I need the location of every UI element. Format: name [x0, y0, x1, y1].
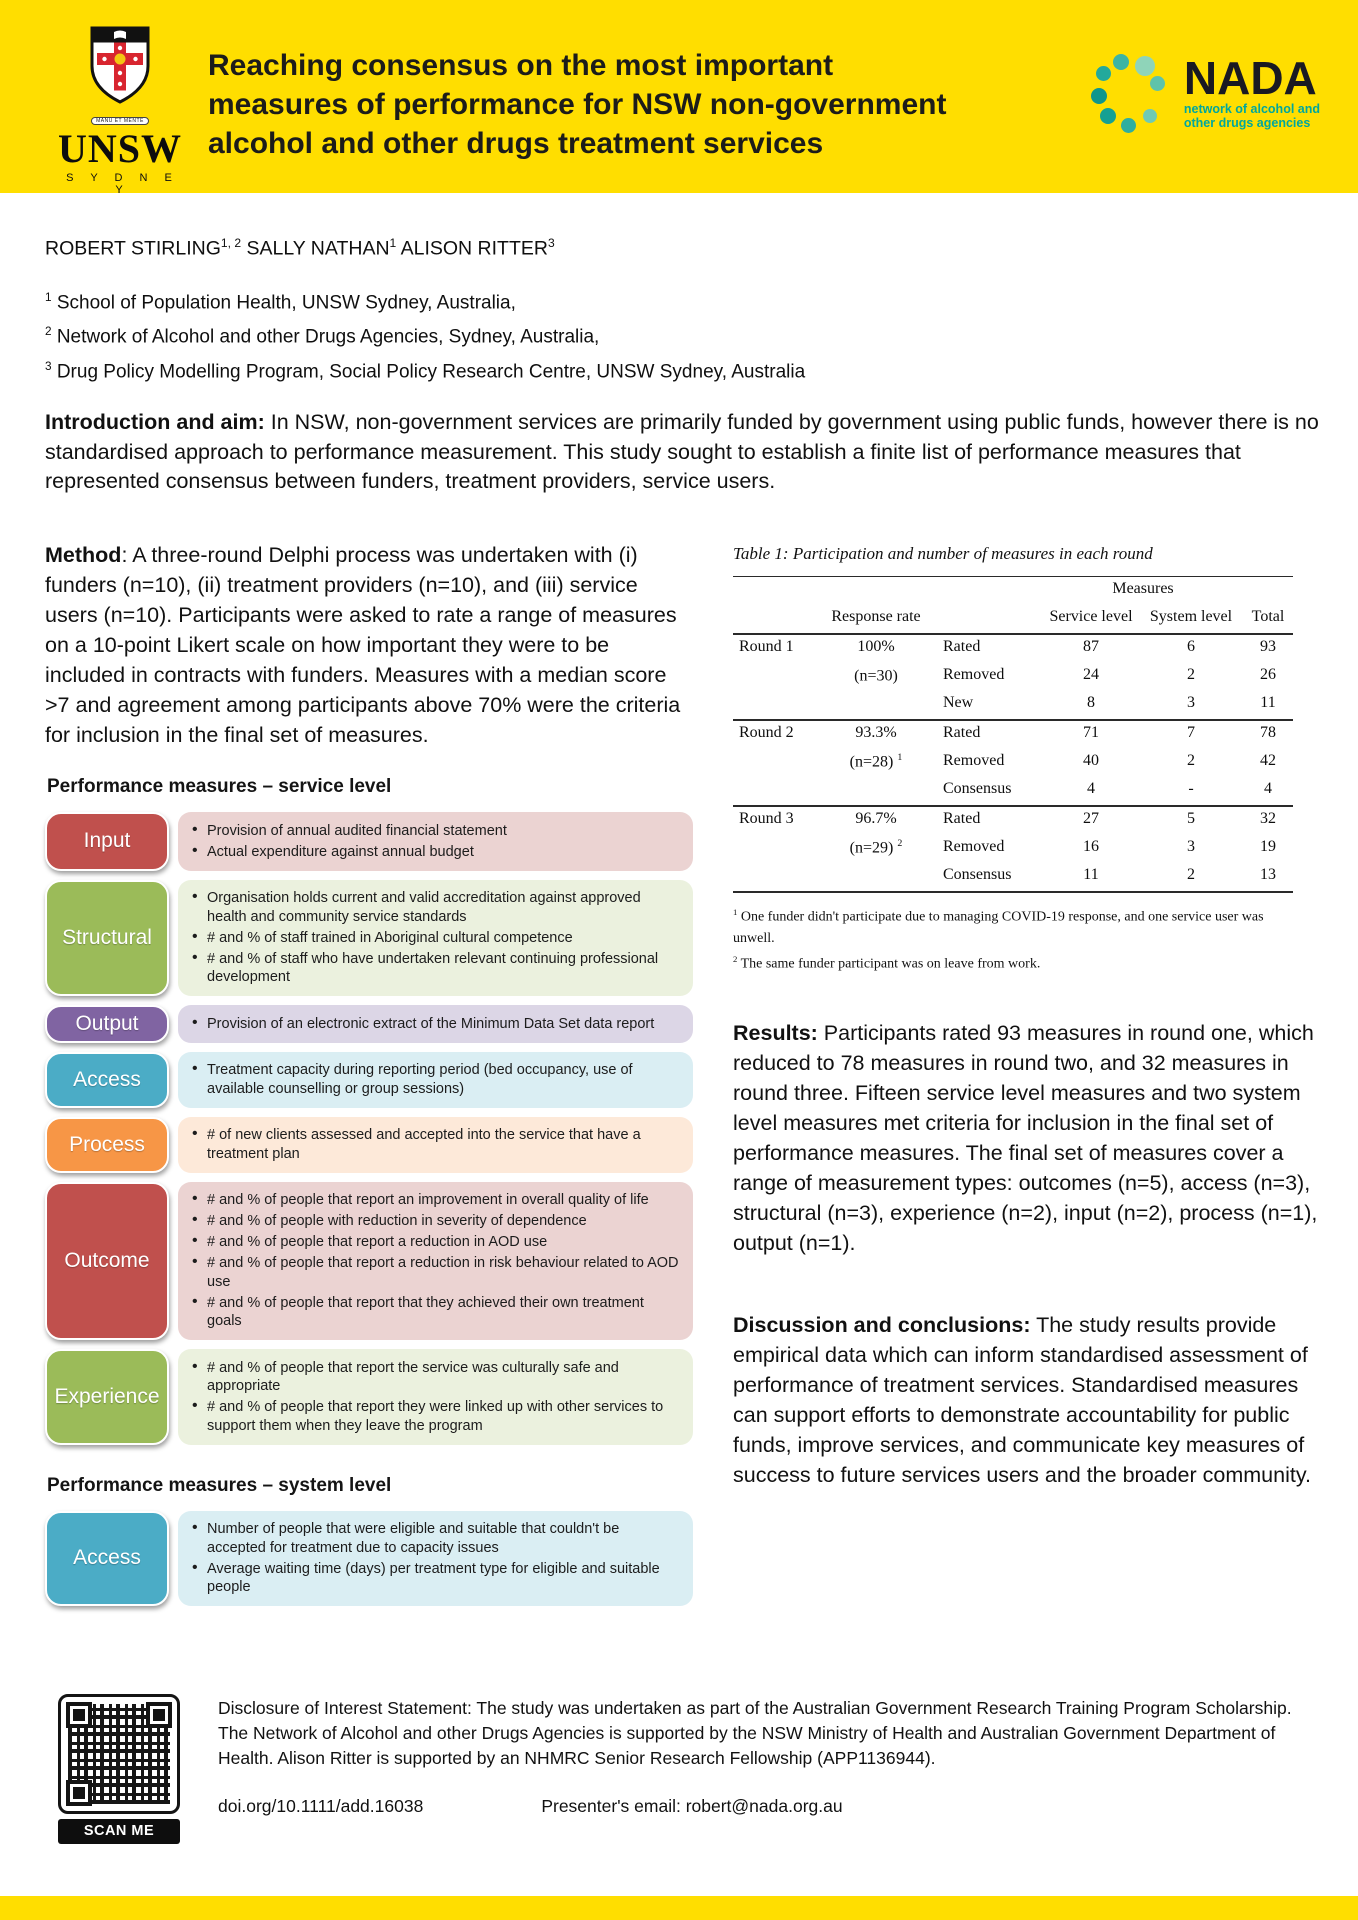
table-caption: Table 1: Participation and number of measures in each round	[733, 544, 1153, 563]
col-header-response-rate: Response rate	[815, 605, 937, 634]
disclosure-text: Disclosure of Interest Statement: The study was undertaken as part of the Australian Government Research Training Program Scholarship. The Network of Alcohol and other Drugs Agencies is supported by the NSW Ministry of Health and Australian Government Department of Health. Alison Ritter is supported by an NHMRC Senior Research Fellowship (APP1136944).	[218, 1698, 1292, 1768]
footer	[58, 1694, 1308, 1844]
qr-code	[58, 1694, 180, 1844]
doi-text: doi.org/10.1111/add.16038	[218, 1796, 424, 1816]
category-row-input	[45, 812, 693, 871]
affiliations	[45, 283, 805, 386]
author-2-superscript: 1	[389, 236, 397, 250]
table-row: Round 1 100% Rated 87 6 93	[739, 638, 1276, 655]
category-label-access-system: Access	[45, 1511, 169, 1607]
affiliation-line-1: $^1$ School of Population Health, UNSW Sydney, Australia,	[45, 291, 516, 314]
table-row: (n=30) Removed 24 2 26	[854, 666, 1276, 685]
unsw-motto: MANU ET MENTE	[91, 117, 149, 125]
right-column	[733, 540, 1333, 1615]
bullet-item: • Organisation holds current and valid accreditation against approved health and community service standards	[192, 889, 679, 926]
participation-table	[733, 576, 1293, 893]
table-row: (n=28) $^1$ Removed 40 2 42	[849, 752, 1276, 771]
authors-line	[45, 236, 555, 261]
footnote-2: $^2$ The same funder participant was on leave from work.	[733, 953, 1041, 972]
category-label-experience: Experience	[45, 1349, 169, 1445]
nada-tagline	[1184, 102, 1320, 130]
intro-paragraph: Introduction and aim: In NSW, non-government services are primarily funded by government using public funds, however there is no standardised approach to performance measurement. This study sought to establish a finite list of performance measures that represented consensus between funders, treatment providers, service users.	[45, 410, 1319, 493]
category-panel-access-system	[178, 1511, 693, 1607]
table-row: Consensus 11 2 13	[733, 863, 1293, 892]
category-row-structural	[45, 880, 693, 997]
table-footnotes	[733, 902, 1293, 974]
category-label-process: Process	[45, 1117, 169, 1173]
poster-title	[208, 46, 1088, 163]
bullet-item: • Provision of annual audited financial statement	[192, 822, 507, 841]
category-label-access-service: Access	[45, 1052, 169, 1108]
results-label: Results:	[733, 1021, 818, 1046]
col-header-system-level: System level	[1139, 605, 1243, 634]
unsw-shield-icon	[89, 26, 151, 104]
scan-me-label: SCAN ME	[58, 1819, 180, 1844]
category-row-outcome	[45, 1182, 693, 1341]
bullet-item: • # and % of people with reduction in severity of dependence	[192, 1212, 679, 1231]
system-level-heading: Performance measures – system level	[47, 1474, 392, 1496]
category-row-process	[45, 1117, 693, 1173]
bullet-item: • # of new clients assessed and accepted into the service that have a treatment plan	[192, 1126, 679, 1163]
poster-title-line2: measures of performance for NSW non-government	[208, 88, 947, 121]
table-row: Consensus 4 - 4	[943, 780, 1272, 797]
nada-name: NADA	[1183, 52, 1317, 104]
nada-tagline-line1: network of alcohol and	[1183, 102, 1320, 116]
footnote-1: $^1$ One funder didn't participate due to managing COVID-19 response, and one service user was unwell.	[733, 907, 1264, 946]
bullet-item: • # and % of staff trained in Aboriginal cultural competence	[192, 929, 679, 948]
category-panel-process	[178, 1117, 693, 1173]
affiliation-line-2: $^2$ Network of Alcohol and other Drugs Agencies, Sydney, Australia,	[45, 325, 600, 348]
category-panel-structural	[178, 880, 693, 997]
category-panel-experience	[178, 1349, 693, 1445]
bullet-item: • Actual expenditure against annual budget	[192, 843, 507, 862]
col-header-service-level: Service level	[1043, 605, 1139, 634]
col-header-total: Total	[1243, 605, 1293, 634]
bullet-item: • # and % of people that report a reduction in risk behaviour related to AOD use	[192, 1254, 679, 1291]
bullet-item: • # and % of people that report they were linked up with other services to support them when they leave the program	[192, 1398, 679, 1435]
bullet-item: • Provision of an electronic extract of the Minimum Data Set data report	[192, 1015, 654, 1034]
header-band	[0, 0, 1358, 196]
author-3: ALISON RITTER	[400, 237, 548, 260]
discussion-paragraph: Discussion and conclusions: The study results provide empirical data which can inform standardised assessment of performance of treatment services. Standardised measures can support efforts to demonstrate accountability for public funds, improve services, and communicate key measures of success to future services users and the broader community.	[733, 1313, 1311, 1488]
nada-ring-icon	[1088, 52, 1170, 134]
discussion-label: Discussion and conclusions:	[733, 1313, 1031, 1338]
bullet-item: • Number of people that were eligible and suitable that couldn't be accepted for treatment due to capacity issues	[192, 1520, 679, 1557]
category-panel-outcome	[178, 1182, 693, 1341]
category-row-output	[45, 1005, 693, 1043]
content-columns	[45, 540, 1333, 1615]
unsw-logo	[56, 26, 184, 196]
unsw-sydney-label: S Y D N E Y	[66, 172, 179, 196]
author-2: SALLY NATHAN	[246, 237, 390, 260]
author-1-superscript: 1, 2	[220, 236, 242, 250]
intro-label: Introduction and aim:	[45, 410, 265, 434]
table-row: Round 2 93.3% Rated 71 7 78	[733, 720, 1293, 749]
table-row: New 8 3 11	[943, 694, 1276, 711]
service-level-heading: Performance measures – service level	[47, 776, 392, 797]
bullet-item: • # and % of people that report the service was culturally safe and appropriate	[192, 1359, 679, 1396]
bullet-item: • Treatment capacity during reporting period (bed occupancy, use of available counselling or group sessions)	[192, 1061, 679, 1098]
bottom-yellow-bar	[0, 1896, 1358, 1920]
method-paragraph: Method: A three-round Delphi process was undertaken with (i) funders (n=10), (ii) treatment providers (n=10), and (iii) service users (n=10). Participants were asked to rate a range of measures on a 10-point Likert scale on how important they were to be included in contracts with funders. Measures with a median score >7 and agreement among participants above 70% were the criteria for inclusion in the final set of measures.	[45, 543, 681, 747]
category-label-input: Input	[45, 812, 169, 871]
method-label: Method	[45, 543, 122, 567]
footer-text	[218, 1694, 1308, 1844]
left-column	[45, 540, 693, 1615]
category-row-access-system	[45, 1511, 693, 1607]
table-row: (n=29) $^2$ Removed 16 3 19	[849, 838, 1276, 857]
qr-code-icon	[58, 1694, 180, 1814]
category-panel-access-service	[178, 1052, 693, 1108]
category-label-outcome: Outcome	[45, 1182, 169, 1341]
poster-title-line3: alcohol and other drugs treatment services	[208, 127, 824, 160]
category-panel-output	[178, 1005, 693, 1043]
category-label-output: Output	[45, 1005, 169, 1043]
nada-tagline-line2: other drugs agencies	[1183, 116, 1311, 130]
author-3-superscript: 3	[547, 236, 555, 250]
table-row: Round 3 96.7% Rated 27 5 32	[733, 806, 1293, 835]
category-label-structural: Structural	[45, 880, 169, 997]
bullet-item: • # and % of people that report a reduction in AOD use	[192, 1233, 679, 1252]
bullet-item: • # and % of people that report an improvement in overall quality of life	[192, 1191, 679, 1210]
poster-title-line1: Reaching consensus on the most important	[208, 49, 834, 82]
category-row-access-service	[45, 1052, 693, 1108]
nada-logo	[1088, 52, 1320, 134]
bullet-item: • Average waiting time (days) per treatment type for eligible and suitable people	[192, 1560, 679, 1597]
affiliation-line-3: $^3$ Drug Policy Modelling Program, Social Policy Research Centre, UNSW Sydney, Australia	[45, 359, 806, 382]
author-1: ROBERT STIRLING	[45, 237, 221, 260]
category-panel-input	[178, 812, 693, 871]
unsw-wordmark: UNSW	[57, 126, 183, 171]
bullet-item: • # and % of people that report that they achieved their own treatment goals	[192, 1294, 679, 1331]
results-paragraph: Results: Participants rated 93 measures in round one, which reduced to 78 measures in round two, and 32 measures in round three. Fifteen service level measures and two system level measures met criteria for inclusion in the final set of performance measures. The final set of measures cover a range of measurement types: outcomes (n=5), access (n=3), structural (n=3), experience (n=2), input (n=2), process (n=1), output (n=1).	[733, 1021, 1318, 1256]
category-row-experience	[45, 1349, 693, 1445]
bullet-item: • # and % of staff who have undertaken relevant continuing professional development	[192, 950, 679, 987]
presenter-email: Presenter's email: robert@nada.org.au	[541, 1796, 843, 1816]
table-header-measures: Measures	[1043, 577, 1243, 606]
